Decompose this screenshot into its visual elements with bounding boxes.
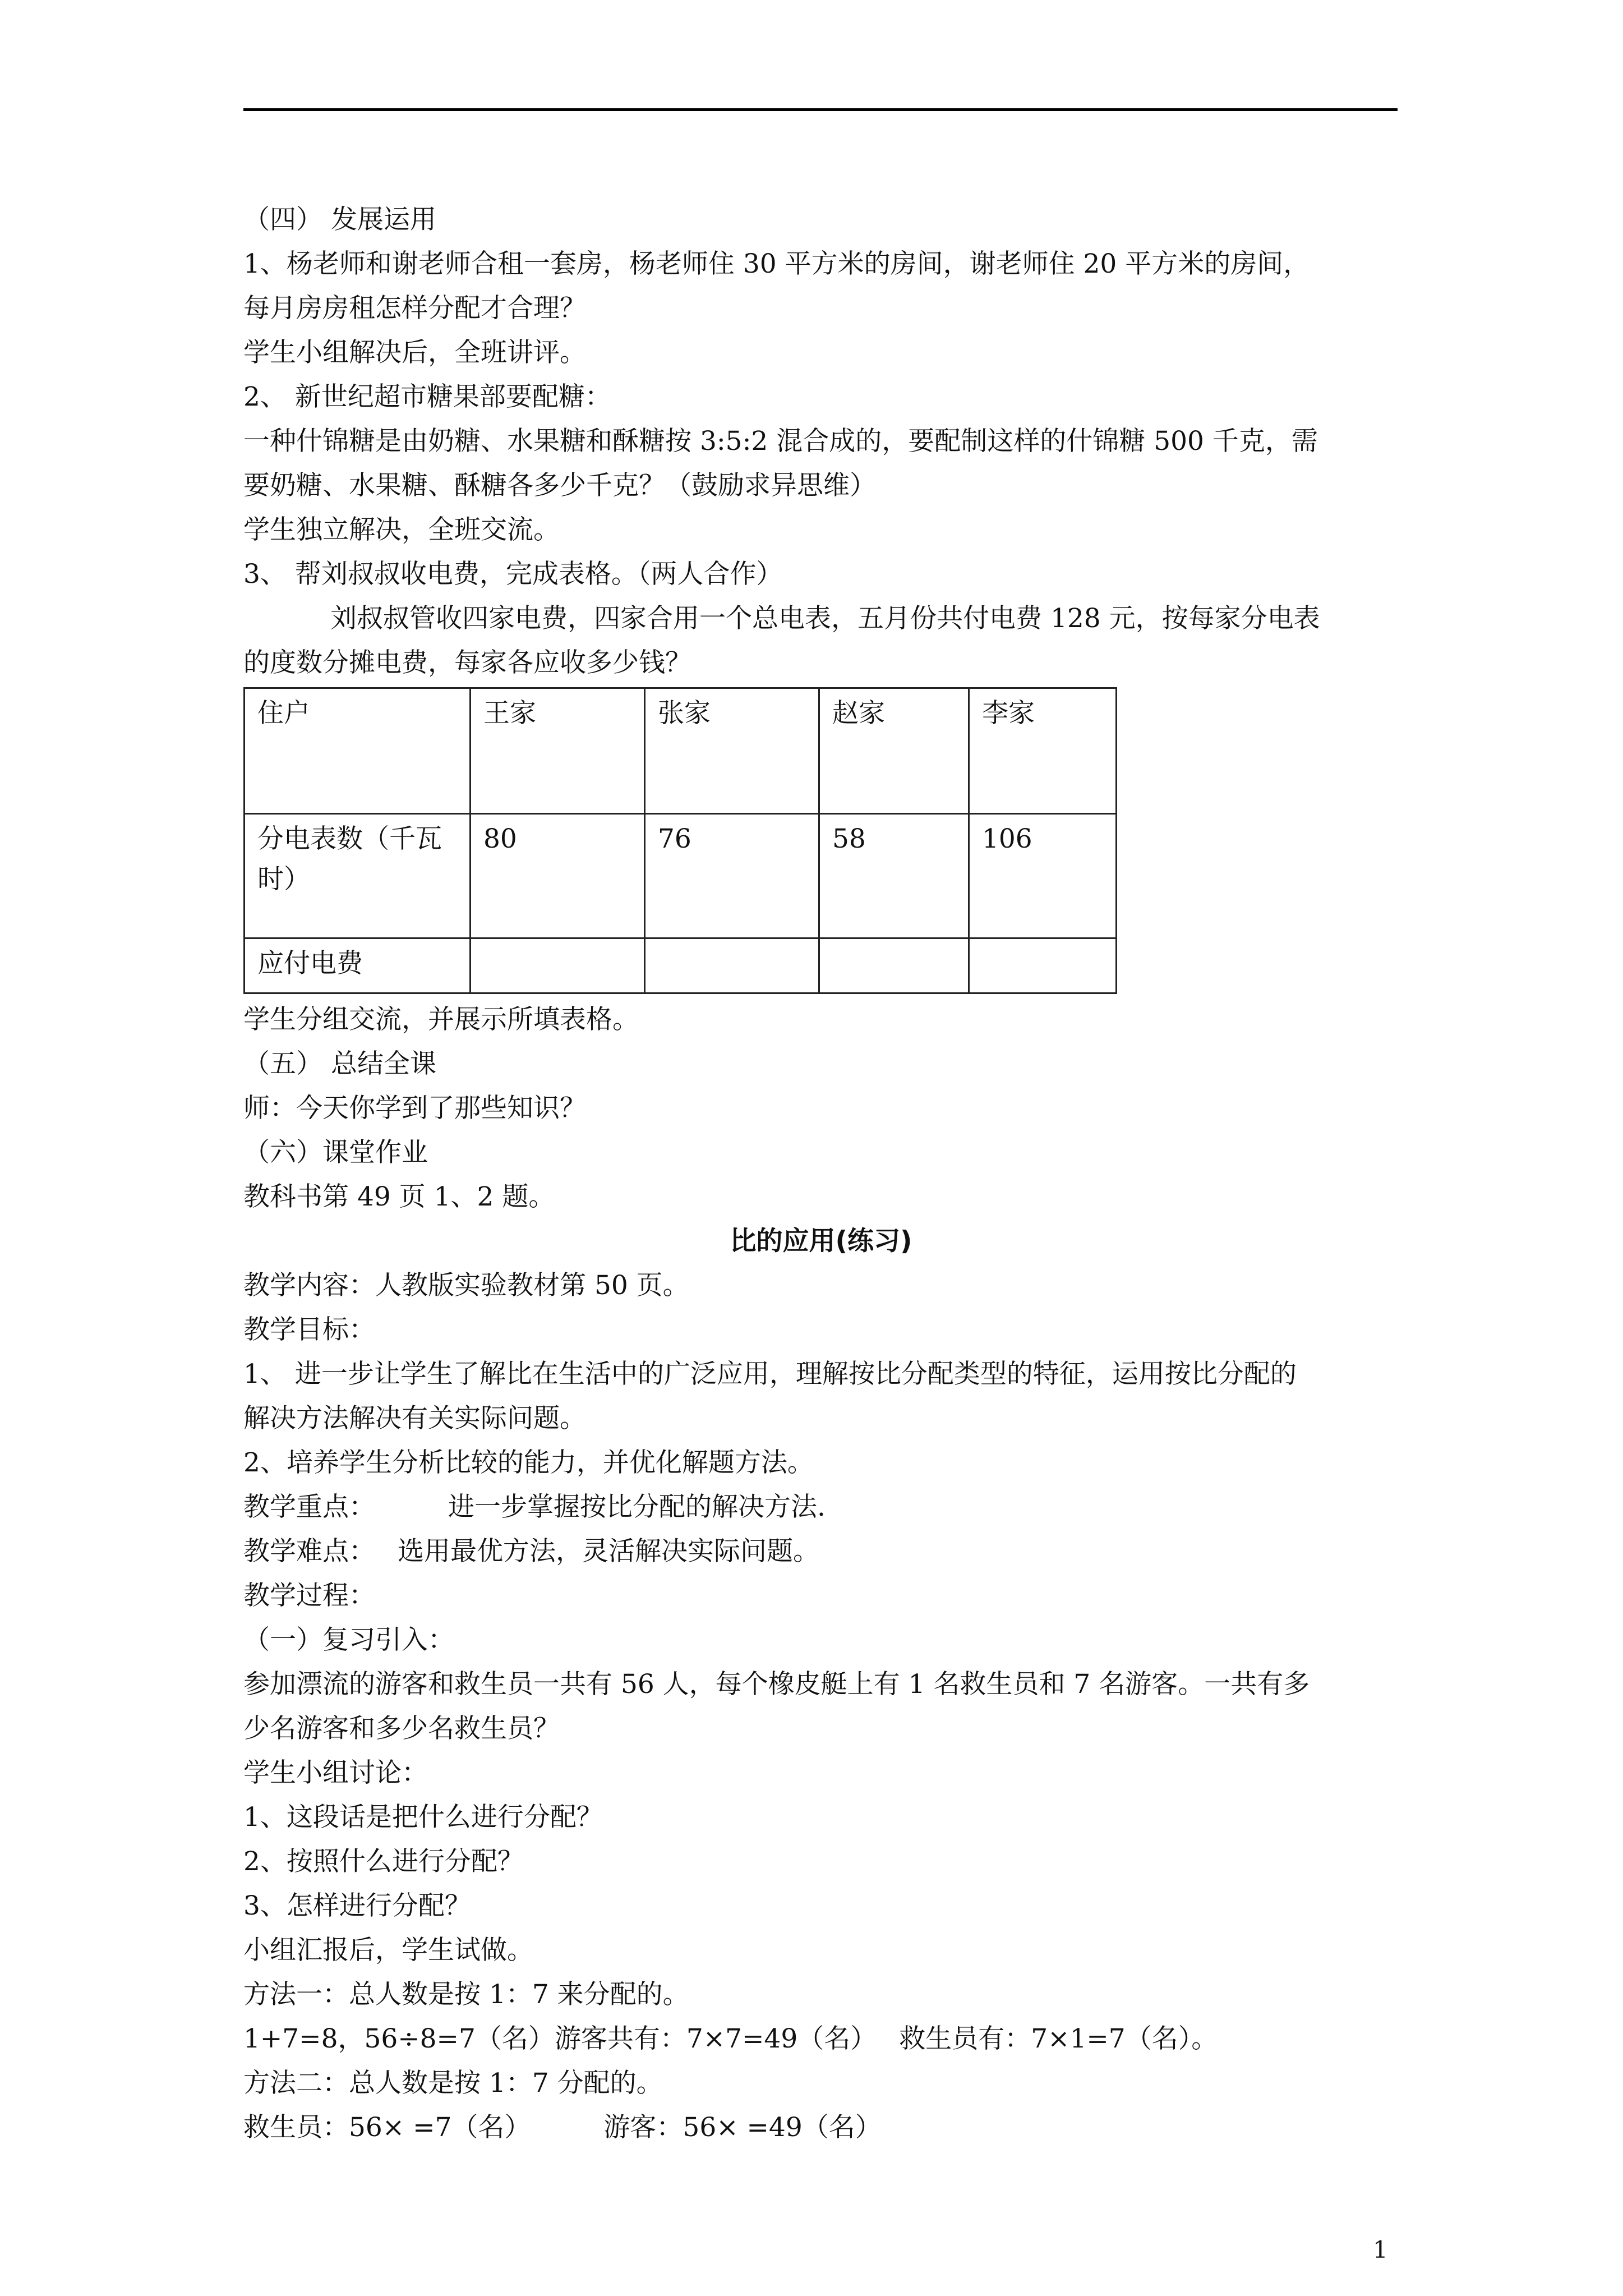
table-cell: 李家 bbox=[969, 688, 1117, 814]
goal-2: 2、培养学生分析比较的能力，并优化解题方法。 bbox=[243, 1447, 814, 1478]
discuss-item-1: 1、这段话是把什么进行分配？ bbox=[243, 1802, 603, 1833]
table-cell: 76 bbox=[645, 814, 819, 938]
method-2-calc-a: 救生员：56× =7（名） bbox=[243, 2112, 531, 2143]
goals-label: 教学目标： bbox=[243, 1314, 375, 1345]
section-5-line: 师：今天你学到了那些知识？ bbox=[243, 1093, 586, 1124]
question-1-note: 学生小组解决后，全班讲评。 bbox=[243, 337, 586, 368]
difficulty-line bbox=[243, 1529, 1399, 1573]
key-point-label: 教学重点： bbox=[243, 1492, 375, 1522]
problem-line-1: 参加漂流的游客和救生员一共有 56 人，每个橡皮艇上有 1 名救生员和 7 名游客。一共有多 bbox=[243, 1669, 1310, 1700]
table-cell bbox=[471, 938, 645, 993]
table-cell: 张家 bbox=[645, 688, 819, 814]
question-3-line-1: 刘叔叔管收四家电费，四家合用一个总电表，五月份共付电费 128 元，按每家分电表 bbox=[330, 603, 1320, 634]
table-cell bbox=[969, 938, 1117, 993]
header-rule bbox=[243, 108, 1398, 111]
problem-line-2: 少名游客和多少名救生员？ bbox=[243, 1713, 560, 1744]
discuss-item-2: 2、按照什么进行分配？ bbox=[243, 1846, 524, 1877]
difficulty-text: 选用最优方法，灵活解决实际问题。 bbox=[398, 1536, 819, 1567]
section-6-line: 教科书第 49 页 1、2 题。 bbox=[243, 1181, 555, 1212]
key-point-text: 进一步掌握按比分配的解决方法. bbox=[448, 1492, 826, 1522]
table-cell: 80 bbox=[471, 814, 645, 938]
report-line: 小组汇报后，学生试做。 bbox=[243, 1935, 533, 1966]
method-1-label: 方法一：总人数是按 1：7 来分配的。 bbox=[243, 1979, 689, 2010]
review-heading: （一）复习引入： bbox=[243, 1625, 454, 1655]
section-6-heading: （六）课堂作业 bbox=[243, 1137, 428, 1168]
discuss-label: 学生小组讨论： bbox=[243, 1757, 428, 1788]
method-2-calc-b: 游客：56× =49（名） bbox=[603, 2112, 882, 2143]
table-cell: 分电表数（千瓦时） bbox=[245, 814, 471, 938]
method-2-calc bbox=[243, 2105, 1399, 2150]
goal-1-line-2: 解决方法解决有关实际问题。 bbox=[243, 1403, 586, 1434]
table-cell: 赵家 bbox=[819, 688, 969, 814]
electricity-fee-table bbox=[243, 687, 1117, 994]
table-cell: 住户 bbox=[245, 688, 471, 814]
page-number: 1 bbox=[1373, 2236, 1388, 2263]
question-2-heading: 2、 新世纪超市糖果部要配糖： bbox=[243, 381, 611, 412]
table-cell: 应付电费 bbox=[245, 938, 471, 993]
question-3-heading: 3、 帮刘叔叔收电费，完成表格。（两人合作） bbox=[243, 559, 783, 590]
table-header-row bbox=[245, 688, 1117, 814]
table-cell: 王家 bbox=[471, 688, 645, 814]
table-row bbox=[245, 938, 1117, 993]
lesson-content: 教学内容：人教版实验教材第 50 页。 bbox=[243, 1270, 689, 1301]
discuss-item-3: 3、怎样进行分配？ bbox=[243, 1890, 471, 1921]
lesson-title: 比的应用(练习) bbox=[730, 1226, 912, 1257]
question-2-note: 学生独立解决，全班交流。 bbox=[243, 514, 560, 545]
table-row bbox=[245, 814, 1117, 938]
section-5-heading: （五） 总结全课 bbox=[243, 1048, 436, 1079]
method-1-calc-a: 1+7=8，56÷8=7（名）游客共有：7×7=49（名） bbox=[243, 2023, 877, 2054]
table-cell: 106 bbox=[969, 814, 1117, 938]
question-2-line-1: 一种什锦糖是由奶糖、水果糖和酥糖按 3:5:2 混合成的，要配制这样的什锦糖 500 千克，需 bbox=[243, 426, 1318, 457]
table-cell: 58 bbox=[819, 814, 969, 938]
section-4-heading: （四） 发展运用 bbox=[243, 204, 436, 235]
document-body bbox=[243, 197, 1399, 2150]
difficulty-label: 教学难点： bbox=[243, 1536, 375, 1567]
question-1-line-1: 1、杨老师和谢老师合租一套房，杨老师住 30 平方米的房间，谢老师住 20 平方米的房间， bbox=[243, 249, 1310, 279]
after-table-note: 学生分组交流，并展示所填表格。 bbox=[243, 1004, 639, 1035]
table-cell bbox=[645, 938, 819, 993]
question-2-line-2: 要奶糖、水果糖、酥糖各多少千克？（鼓励求异思维） bbox=[243, 470, 876, 501]
question-1-line-2: 每月房房租怎样分配才合理？ bbox=[243, 293, 586, 324]
table-cell bbox=[819, 938, 969, 993]
goal-1-line-1: 1、 进一步让学生了解比在生活中的广泛应用，理解按比分配类型的特征，运用按比分配的 bbox=[243, 1359, 1297, 1389]
process-label: 教学过程： bbox=[243, 1580, 375, 1611]
question-3-line-2: 的度数分摊电费，每家各应收多少钱？ bbox=[243, 647, 691, 678]
method-1-calc-b: 救生员有：7×1=7（名）。 bbox=[899, 2023, 1218, 2054]
key-point-line bbox=[243, 1485, 1399, 1529]
method-1-calc bbox=[243, 2017, 1399, 2061]
method-2-label: 方法二：总人数是按 1：7 分配的。 bbox=[243, 2068, 663, 2099]
